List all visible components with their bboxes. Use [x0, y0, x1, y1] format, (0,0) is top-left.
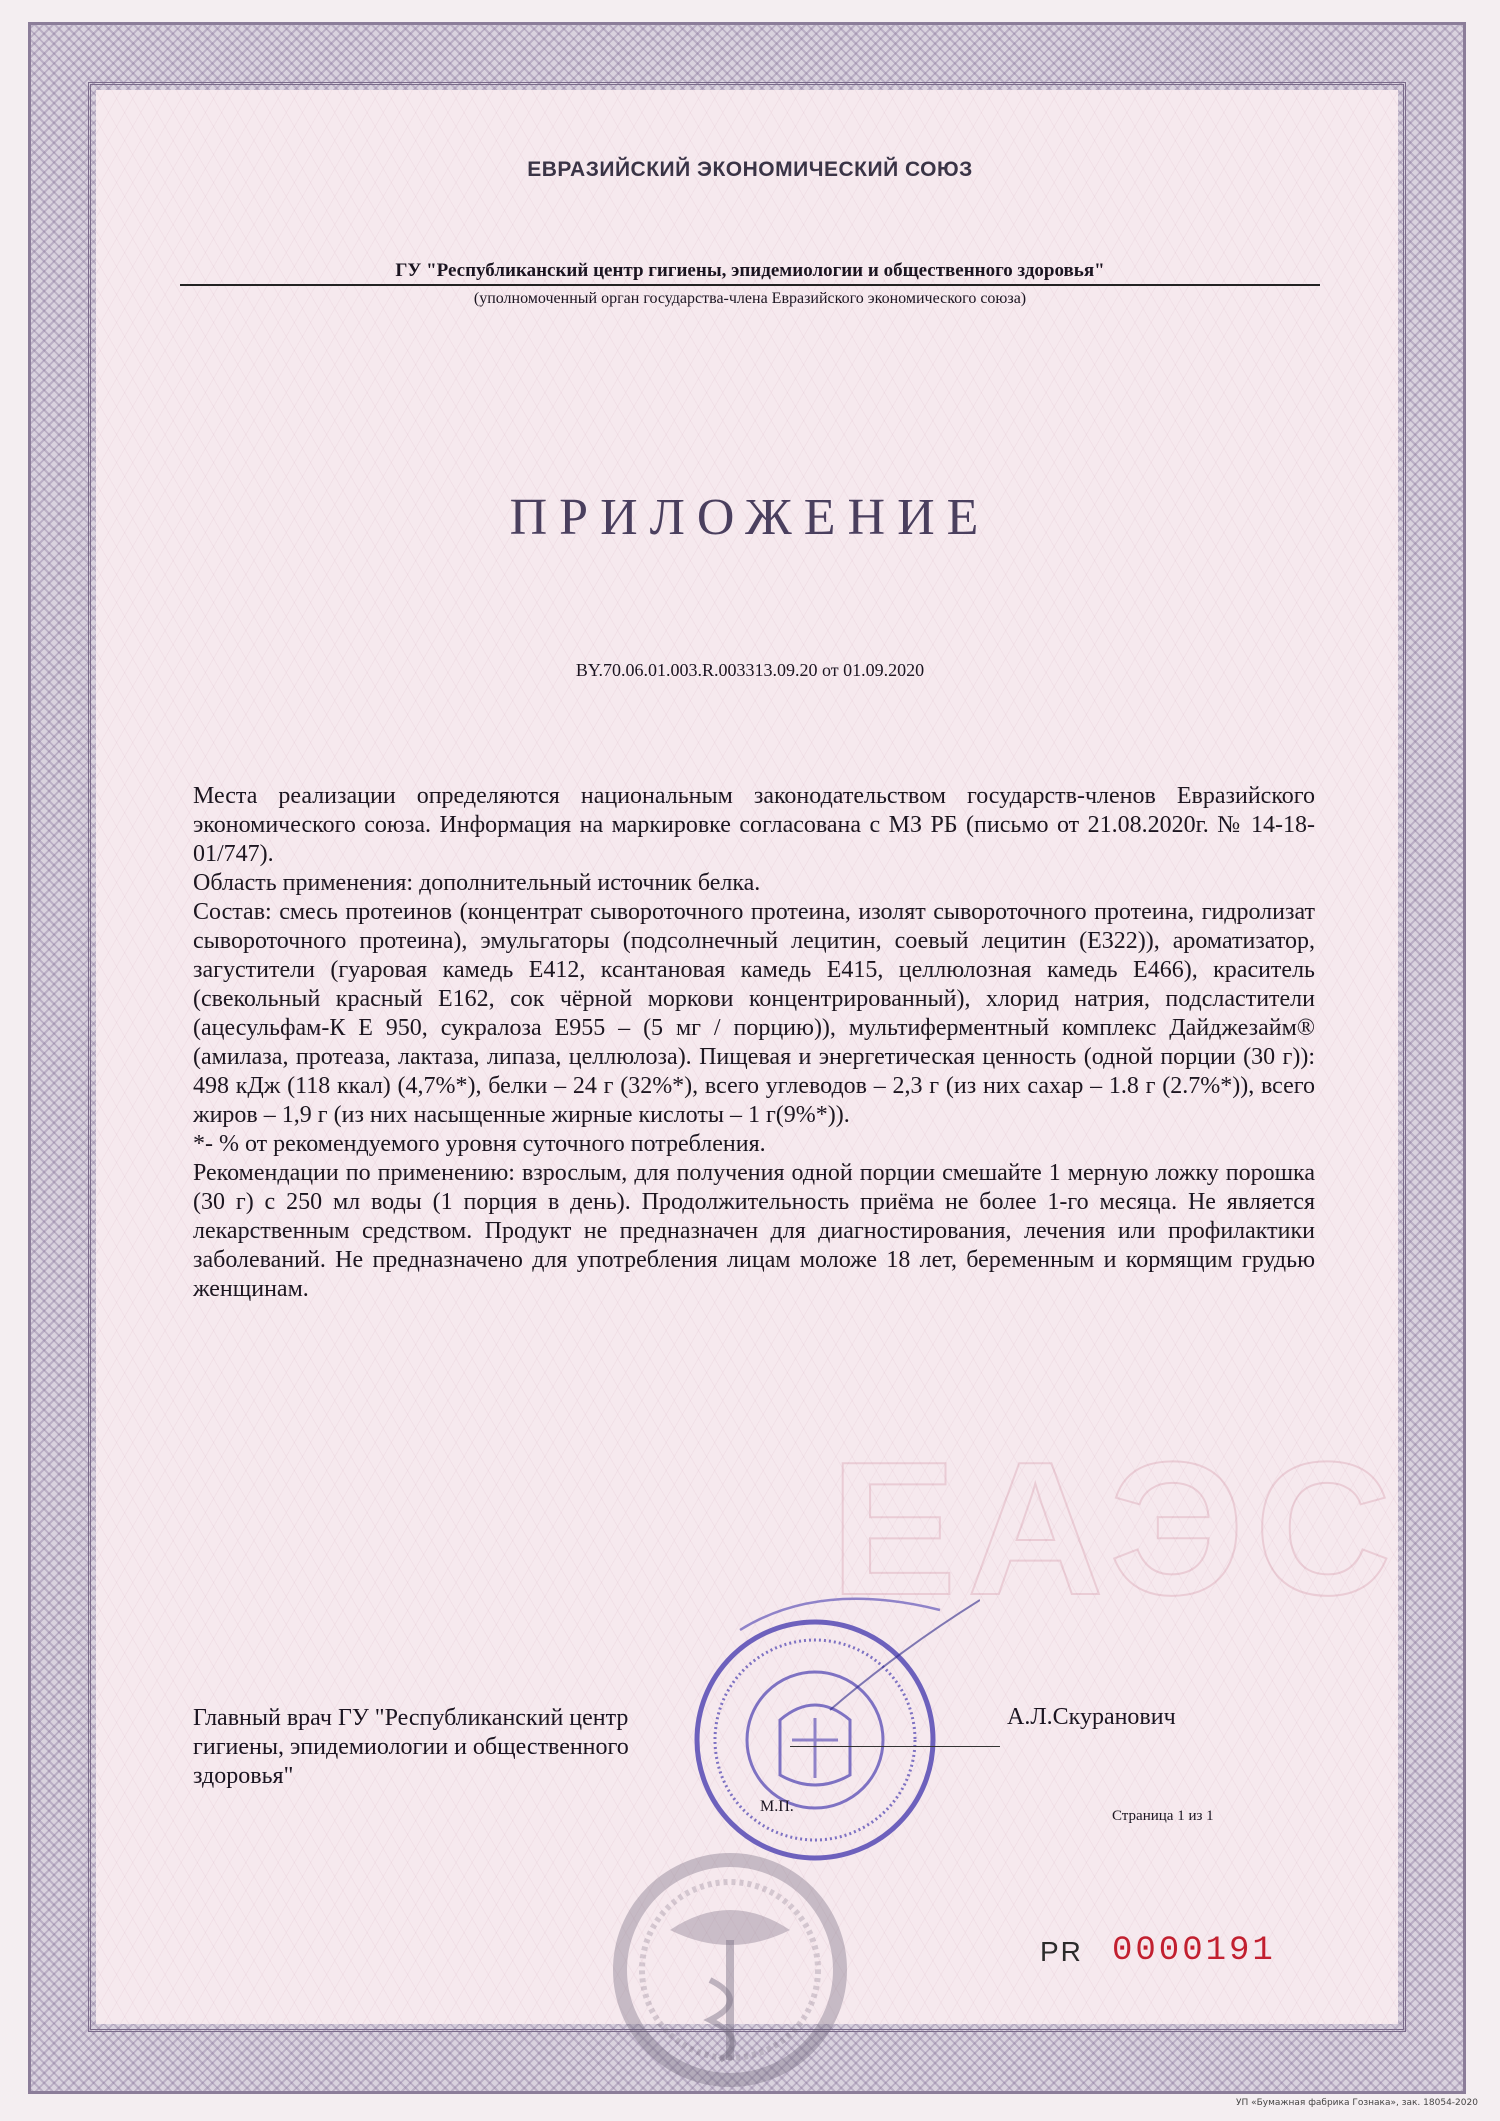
serial-number: 0000191	[1112, 1932, 1276, 1970]
signatory-position-line-2: гигиены, эпидемиологии и общественного	[193, 1734, 629, 1760]
signatory-name: А.Л.Скуранович	[1007, 1704, 1176, 1730]
authority-underline	[180, 284, 1320, 286]
seal-mark: М.П.	[760, 1798, 794, 1815]
union-header: ЕВРАЗИЙСКИЙ ЭКОНОМИЧЕСКИЙ СОЮЗ	[527, 158, 973, 181]
registration-number: BY.70.06.01.003.R.003313.09.20 от 01.09.2020	[575, 660, 925, 680]
signatory-position-line-1: Главный врач ГУ "Республиканский центр	[193, 1705, 629, 1731]
signatory-position-line-3: здоровья"	[193, 1763, 294, 1789]
signature-line	[790, 1746, 1000, 1747]
paragraph-scope: Область применения: дополнительный источник белка.	[193, 870, 761, 896]
paragraph-sales: Места реализации определяются национальным законодательством государств-членов Евразийского экономического союза. Информация на маркировке согласована с МЗ РБ (письмо от 21.08.2020г. № 14-18-01/747).	[193, 783, 1315, 867]
printer-note: УП «Бумажная фабрика Гознака», зак. 18054-2020	[1236, 2098, 1478, 2108]
page-title: ПРИЛОЖЕНИЕ	[509, 489, 991, 546]
signatory-position	[193, 1704, 753, 1791]
document-body	[193, 782, 1315, 1304]
paragraph-recommendations: Рекомендации по применению: взрослым, для получения одной порции смешайте 1 мерную ложку порошка (30 г) с 250 мл воды (1 порция в день). Продолжительность приёма не более 1-го месяца. Не является лекарственным средством. Продукт не предназначен для диагностирования, лечения или профилактики заболеваний. Не предназначено для употребления лицам моложе 18 лет, беременным и кормящим грудью женщинам.	[193, 1160, 1315, 1302]
page-number: Страница 1 из 1	[1112, 1808, 1214, 1824]
serial-prefix: PR	[1040, 1936, 1083, 1967]
paragraph-footnote: *- % от рекомендуемого уровня суточного потребления.	[193, 1131, 766, 1157]
authority-note: (уполномоченный орган государства-члена Евразийского экономического союза)	[473, 290, 1027, 307]
watermark-eaes: ЕАЭС	[830, 1423, 1402, 1635]
authority-name: ГУ "Республиканский центр гигиены, эпидемиологии и общественного здоровья"	[395, 260, 1105, 281]
paragraph-composition: Состав: смесь протеинов (концентрат сывороточного протеина, изолят сывороточного протеина, гидролизат сывороточного протеина), эмульгаторы (подсолнечный лецитин, соевый лецитин (Е322)), ароматизатор, загустители (гуаровая камедь Е412, ксантановая камедь Е415, целлюлозная камедь Е466), краситель (свекольный красный Е162, сок чёрной моркови концентрированный), хлорид натрия, подсластители (ацесульфам-К Е 950, сукралоза Е955 – (5 мг / порцию)), мультиферментный комплекс Дайджезайм® (амилаза, протеаза, лактаза, липаза, целлюлоза). Пищевая и энергетическая ценность (одной порции (30 г)): 498 кДж (118 ккал) (4,7%*), белки – 24 г (32%*), всего углеводов – 2,3 г (из них сахар – 1.8 г (2.7%*)), всего жиров – 1,9 г (из них насыщенные жирные кислоты – 1 г(9%*)).	[193, 899, 1315, 1128]
